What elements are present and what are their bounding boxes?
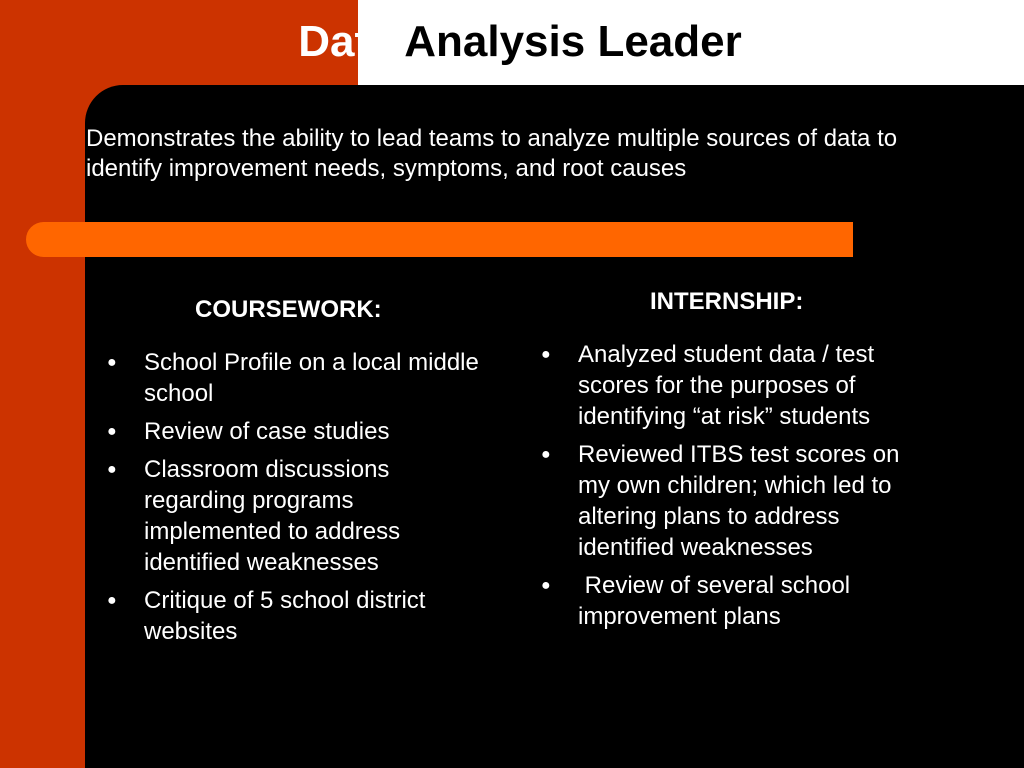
- internship-list: [538, 339, 938, 639]
- slide-title: [200, 14, 840, 70]
- bullet-icon: ●: [541, 577, 551, 594]
- list-item-text: Critique of 5 school district websites: [144, 587, 426, 645]
- internship-heading: INTERNSHIP:: [650, 288, 804, 315]
- list-item-text: Classroom discussions regarding programs implemented to address identified weaknesses: [144, 456, 401, 576]
- bullet-icon: ●: [107, 354, 117, 371]
- list-item: [538, 439, 938, 563]
- bullet-icon: ●: [541, 446, 551, 463]
- list-item: [538, 339, 938, 432]
- list-item: [104, 585, 489, 647]
- list-item: [104, 416, 489, 447]
- list-item: [104, 454, 489, 578]
- bullet-icon: ●: [107, 592, 117, 609]
- title-part-1: Data: [298, 17, 405, 66]
- coursework-list: [104, 347, 489, 654]
- slide-subtitle: Demonstrates the ability to lead teams to analyze multiple sources of data to identify improvement needs, symptoms, and root causes: [86, 125, 898, 182]
- list-item: [538, 570, 938, 632]
- list-item-text: Reviewed ITBS test scores on my own children; which led to altering plans to address identified weaknesses: [578, 441, 900, 561]
- title-part-2: Analysis Leader: [404, 17, 742, 66]
- list-item-text: School Profile on a local middle school: [144, 349, 479, 407]
- bullet-icon: ●: [107, 423, 117, 440]
- list-item: [104, 347, 489, 409]
- bullet-icon: ●: [107, 461, 117, 478]
- accent-bar: [26, 222, 853, 257]
- list-item-text: Review of case studies: [144, 418, 390, 445]
- list-item-text: Review of several school improvement plans: [578, 572, 857, 630]
- coursework-heading: COURSEWORK:: [195, 296, 382, 323]
- list-item-text: Analyzed student data / test scores for the purposes of identifying “at risk” students: [578, 341, 875, 430]
- bullet-icon: ●: [541, 346, 551, 363]
- left-sidebar-column: [0, 0, 85, 768]
